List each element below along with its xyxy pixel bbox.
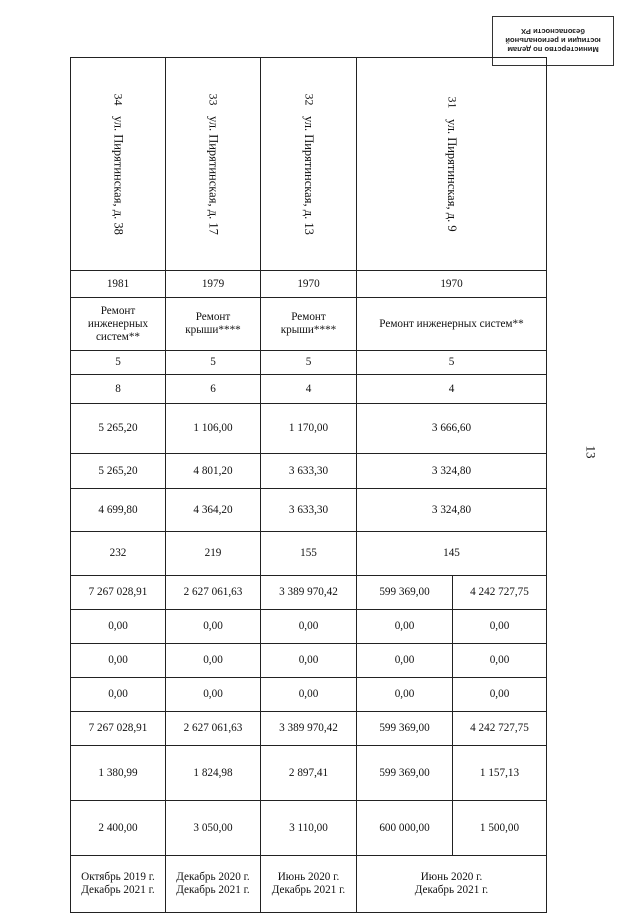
zero-cell: 0,00 — [357, 644, 453, 678]
residents-cell: 232 — [71, 532, 166, 576]
unit-limit-cell: 3 110,00 — [261, 801, 357, 856]
table-row — [71, 746, 547, 801]
table-row — [71, 351, 547, 375]
area-b-cell: 4 699,80 — [71, 489, 166, 532]
zero-cell: 0,00 — [261, 610, 357, 644]
unit-cost-cell: 1 157,13 — [453, 746, 547, 801]
cost-fund-cell: 7 267 028,91 — [71, 712, 166, 746]
deadline-end: Декабрь 2021 г. — [176, 884, 250, 896]
stamp-line: безопасности РХ — [521, 27, 585, 37]
table-row — [71, 678, 547, 712]
address-cell — [166, 58, 261, 271]
unit-cost-cell: 1 380,99 — [71, 746, 166, 801]
area-a-cell: 3 324,80 — [357, 454, 547, 489]
table-row — [71, 489, 547, 532]
deadline-start: Июнь 2020 г. — [420, 871, 483, 883]
zero-cell: 0,00 — [71, 678, 166, 712]
row-number: 34 — [111, 93, 126, 106]
table-row — [71, 712, 547, 746]
address-text: ул. Пирятинская, д. 9 — [445, 119, 459, 232]
area-a-cell: 4 801,20 — [166, 454, 261, 489]
deadline-start: Октябрь 2019 г. — [81, 871, 155, 883]
unit-limit-cell: 1 500,00 — [453, 801, 547, 856]
table-row — [71, 298, 547, 351]
cost-total-cell: 2 627 061,63 — [166, 576, 261, 610]
row-number: 33 — [206, 93, 221, 106]
table-row — [71, 58, 547, 271]
residents-cell: 155 — [261, 532, 357, 576]
area-total-cell: 3 666,60 — [357, 404, 547, 454]
table-row — [71, 801, 547, 856]
year-cell: 1970 — [261, 271, 357, 298]
address-text: ул. Пирятинская, д. 38 — [111, 116, 126, 235]
year-cell: 1970 — [357, 271, 547, 298]
cost-fund-cell: 3 389 970,42 — [261, 712, 357, 746]
entrances-cell: 6 — [166, 375, 261, 404]
page-number: 13 — [583, 445, 599, 459]
area-total-cell: 1 170,00 — [261, 404, 357, 454]
deadline-cell — [261, 856, 357, 913]
address-cell — [71, 58, 166, 271]
address-cell — [261, 58, 357, 271]
area-b-cell: 3 633,30 — [261, 489, 357, 532]
floors-cell: 5 — [261, 351, 357, 375]
deadline-end: Декабрь 2021 г. — [414, 884, 489, 896]
address-cell — [357, 58, 547, 271]
cost-fund-cell: 4 242 727,75 — [453, 712, 547, 746]
unit-limit-cell: 3 050,00 — [166, 801, 261, 856]
zero-cell: 0,00 — [453, 644, 547, 678]
unit-cost-cell: 599 369,00 — [357, 746, 453, 801]
floors-cell: 5 — [357, 351, 547, 375]
zero-cell: 0,00 — [166, 610, 261, 644]
table-row — [71, 610, 547, 644]
deadline-end: Декабрь 2021 г. — [271, 884, 346, 896]
floors-cell: 5 — [71, 351, 166, 375]
deadline-cell — [166, 856, 261, 913]
zero-cell: 0,00 — [261, 644, 357, 678]
repair-program-table — [70, 57, 547, 913]
deadline-cell — [357, 856, 547, 913]
table-row — [71, 454, 547, 489]
deadline-start: Июнь 2020 г. — [277, 871, 340, 883]
residents-cell: 145 — [357, 532, 547, 576]
area-a-cell: 5 265,20 — [71, 454, 166, 489]
cost-fund-cell: 2 627 061,63 — [166, 712, 261, 746]
deadline-start: Декабрь 2020 г. — [176, 871, 250, 883]
zero-cell: 0,00 — [166, 644, 261, 678]
year-cell: 1979 — [166, 271, 261, 298]
cost-total-cell: 4 242 727,75 — [453, 576, 547, 610]
area-total-cell: 1 106,00 — [166, 404, 261, 454]
row-number: 31 — [445, 96, 459, 109]
area-b-cell: 4 364,20 — [166, 489, 261, 532]
deadline-cell — [71, 856, 166, 913]
unit-limit-cell: 2 400,00 — [71, 801, 166, 856]
zero-cell: 0,00 — [166, 678, 261, 712]
zero-cell: 0,00 — [357, 678, 453, 712]
unit-cost-cell: 1 824,98 — [166, 746, 261, 801]
floors-cell: 5 — [166, 351, 261, 375]
area-total-cell: 5 265,20 — [71, 404, 166, 454]
residents-cell: 219 — [166, 532, 261, 576]
deadline-end: Декабрь 2021 г. — [81, 884, 155, 896]
cost-total-cell: 3 389 970,42 — [261, 576, 357, 610]
area-a-cell: 3 633,30 — [261, 454, 357, 489]
area-b-cell: 3 324,80 — [357, 489, 547, 532]
table-row — [71, 856, 547, 913]
row-number: 32 — [302, 93, 316, 106]
zero-cell: 0,00 — [453, 678, 547, 712]
stamp-line: Министерство по делам — [507, 45, 599, 55]
year-cell: 1981 — [71, 271, 166, 298]
work-type-cell: Ремонт инженерных систем** — [71, 298, 166, 351]
table-row — [71, 644, 547, 678]
work-type-cell: Ремонт крыши**** — [261, 298, 357, 351]
unit-cost-cell: 2 897,41 — [261, 746, 357, 801]
zero-cell: 0,00 — [453, 610, 547, 644]
cost-total-cell: 599 369,00 — [357, 576, 453, 610]
zero-cell: 0,00 — [357, 610, 453, 644]
table-row — [71, 532, 547, 576]
table-row — [71, 576, 547, 610]
zero-cell: 0,00 — [71, 610, 166, 644]
table-row — [71, 271, 547, 298]
stamp-line: юстиции и региональной — [505, 36, 601, 46]
zero-cell: 0,00 — [71, 644, 166, 678]
unit-limit-cell: 600 000,00 — [357, 801, 453, 856]
entrances-cell: 4 — [357, 375, 547, 404]
work-type-cell: Ремонт крыши**** — [166, 298, 261, 351]
entrances-cell: 8 — [71, 375, 166, 404]
address-text: ул. Пирятинская, д. 13 — [302, 116, 316, 235]
address-text: ул. Пирятинская, д. 17 — [206, 116, 221, 235]
table-row — [71, 375, 547, 404]
zero-cell: 0,00 — [261, 678, 357, 712]
cost-total-cell: 7 267 028,91 — [71, 576, 166, 610]
work-type-cell: Ремонт инженерных систем** — [357, 298, 547, 351]
table-row — [71, 404, 547, 454]
entrances-cell: 4 — [261, 375, 357, 404]
cost-fund-cell: 599 369,00 — [357, 712, 453, 746]
